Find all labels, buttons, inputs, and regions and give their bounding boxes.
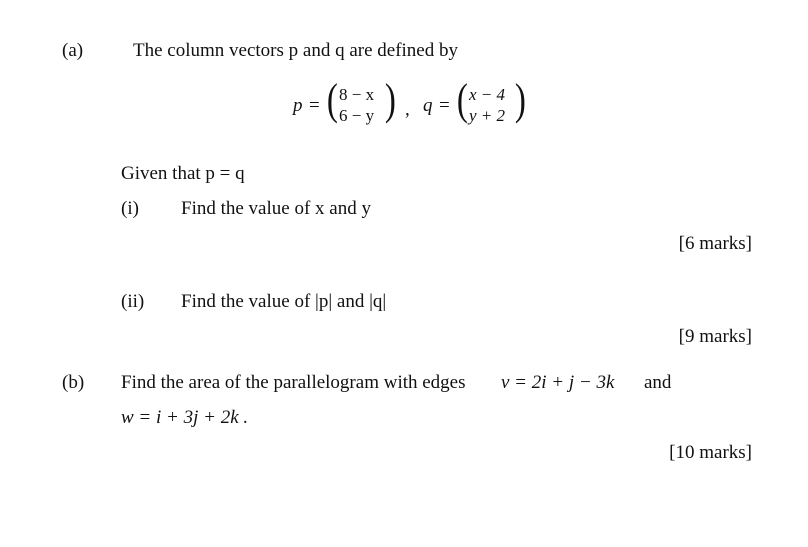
part-a-ii-marks: [9 marks]: [678, 326, 752, 347]
right-paren-icon: ): [514, 75, 526, 124]
and-word: and: [644, 372, 672, 393]
vec-q-name: q: [423, 95, 433, 116]
vec-p-bottom: 6 − y: [339, 106, 375, 125]
left-paren-icon: (: [456, 75, 468, 124]
equals-sign: =: [309, 95, 320, 116]
equals-sign: =: [439, 95, 450, 116]
part-a-label: (a): [62, 40, 84, 61]
part-a-ii-text: Find the value of |p| and |q|: [181, 291, 387, 312]
given-statement: Given that p = q: [121, 163, 245, 184]
vec-p-name: p: [293, 95, 303, 116]
vec-p-top: 8 − x: [339, 85, 375, 104]
vector-q: [455, 75, 535, 130]
left-paren-icon: (: [326, 75, 338, 124]
part-a-i-marks: [6 marks]: [678, 233, 752, 254]
vector-p: [325, 75, 405, 130]
part-a-i-label: (i): [121, 198, 139, 219]
part-b-marks: [10 marks]: [669, 442, 752, 463]
part-a-ii-label: (ii): [121, 291, 145, 312]
vec-q-bottom: y + 2: [469, 106, 506, 125]
part-b-line1: Find the area of the parallelogram with edges: [121, 372, 466, 393]
comma: ,: [405, 99, 410, 120]
vector-definitions: [293, 75, 533, 130]
vector-w-expression: w = i + 3j + 2k .: [121, 407, 249, 428]
part-a-intro: The column vectors p and q are defined by: [133, 40, 458, 61]
vec-q-top: x − 4: [469, 85, 506, 104]
part-b-label: (b): [62, 372, 85, 393]
part-a-i-text: Find the value of x and y: [181, 198, 371, 219]
vector-v-expression: v = 2i + j − 3k: [501, 372, 615, 393]
right-paren-icon: ): [384, 75, 396, 124]
